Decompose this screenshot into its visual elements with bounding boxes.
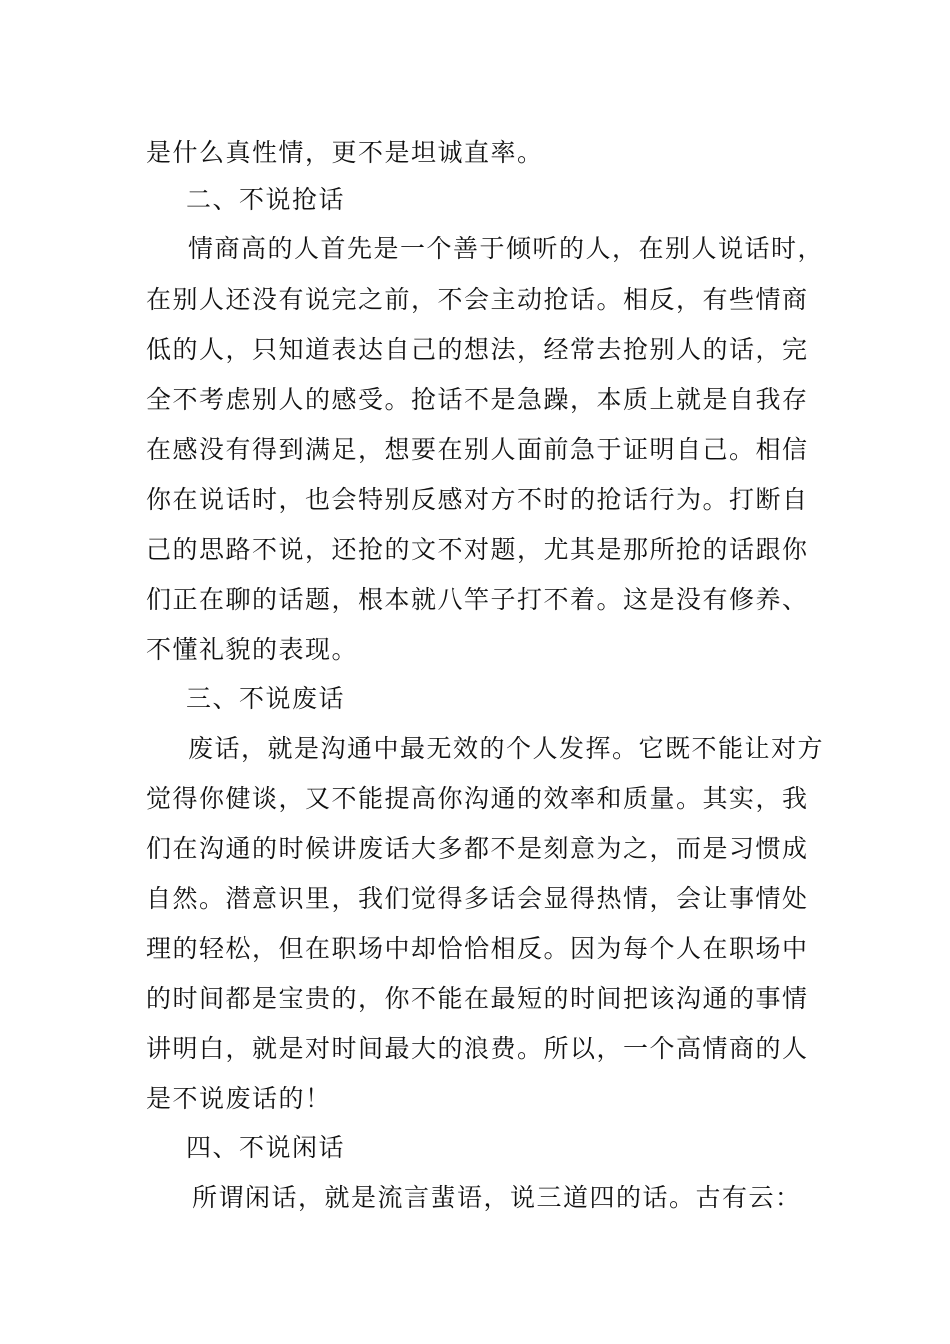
paragraph-line: 的时间都是宝贵的，你不能在最短的时间把该沟通的事情 — [146, 984, 809, 1013]
paragraph-line: 自然。潜意识里，我们觉得多话会显得热情，会让事情处 — [146, 884, 809, 913]
paragraph-line: 废话，就是沟通中最无效的个人发挥。它既不能让对方 — [188, 734, 825, 763]
paragraph-line: 在别人还没有说完之前，不会主动抢话。相反，有些情商 — [146, 285, 809, 314]
paragraph-line: 低的人，只知道表达自己的想法，经常去抢别人的话，完 — [146, 335, 809, 364]
paragraph-line: 全不考虑别人的感受。抢话不是急躁，本质上就是自我存 — [146, 385, 809, 414]
paragraph-line: 己的思路不说，还抢的文不对题，尤其是那所抢的话跟你 — [146, 535, 809, 564]
paragraph-line: 是不说废话的！ — [146, 1084, 332, 1113]
paragraph-line: 不懂礼貌的表现。 — [146, 635, 359, 664]
paragraph-line: 在感没有得到满足，想要在别人面前急于证明自己。相信 — [146, 435, 809, 464]
paragraph-line: 是什么真性情，更不是坦诚直率。 — [146, 138, 544, 167]
section-heading: 四、不说闲话 — [186, 1133, 346, 1162]
paragraph-line: 们正在聊的话题，根本就八竿子打不着。这是没有修养、 — [146, 585, 809, 614]
paragraph-line: 所谓闲话，就是流言蜚语，说三道四的话。古有云： — [192, 1183, 802, 1212]
paragraph-line: 理的轻松，但在职场中却恰恰相反。因为每个人在职场中 — [146, 934, 809, 963]
paragraph-line: 觉得你健谈，又不能提高你沟通的效率和质量。其实，我 — [146, 784, 809, 813]
paragraph-line: 们在沟通的时候讲废话大多都不是刻意为之，而是习惯成 — [146, 834, 809, 863]
paragraph-line: 情商高的人首先是一个善于倾听的人，在别人说话时， — [188, 234, 825, 263]
paragraph-line: 讲明白，就是对时间最大的浪费。所以，一个高情商的人 — [146, 1034, 809, 1063]
paragraph-line: 你在说话时，也会特别反感对方不时的抢话行为。打断自 — [146, 485, 809, 514]
section-heading: 三、不说废话 — [186, 684, 346, 713]
section-heading: 二、不说抢话 — [186, 185, 346, 214]
